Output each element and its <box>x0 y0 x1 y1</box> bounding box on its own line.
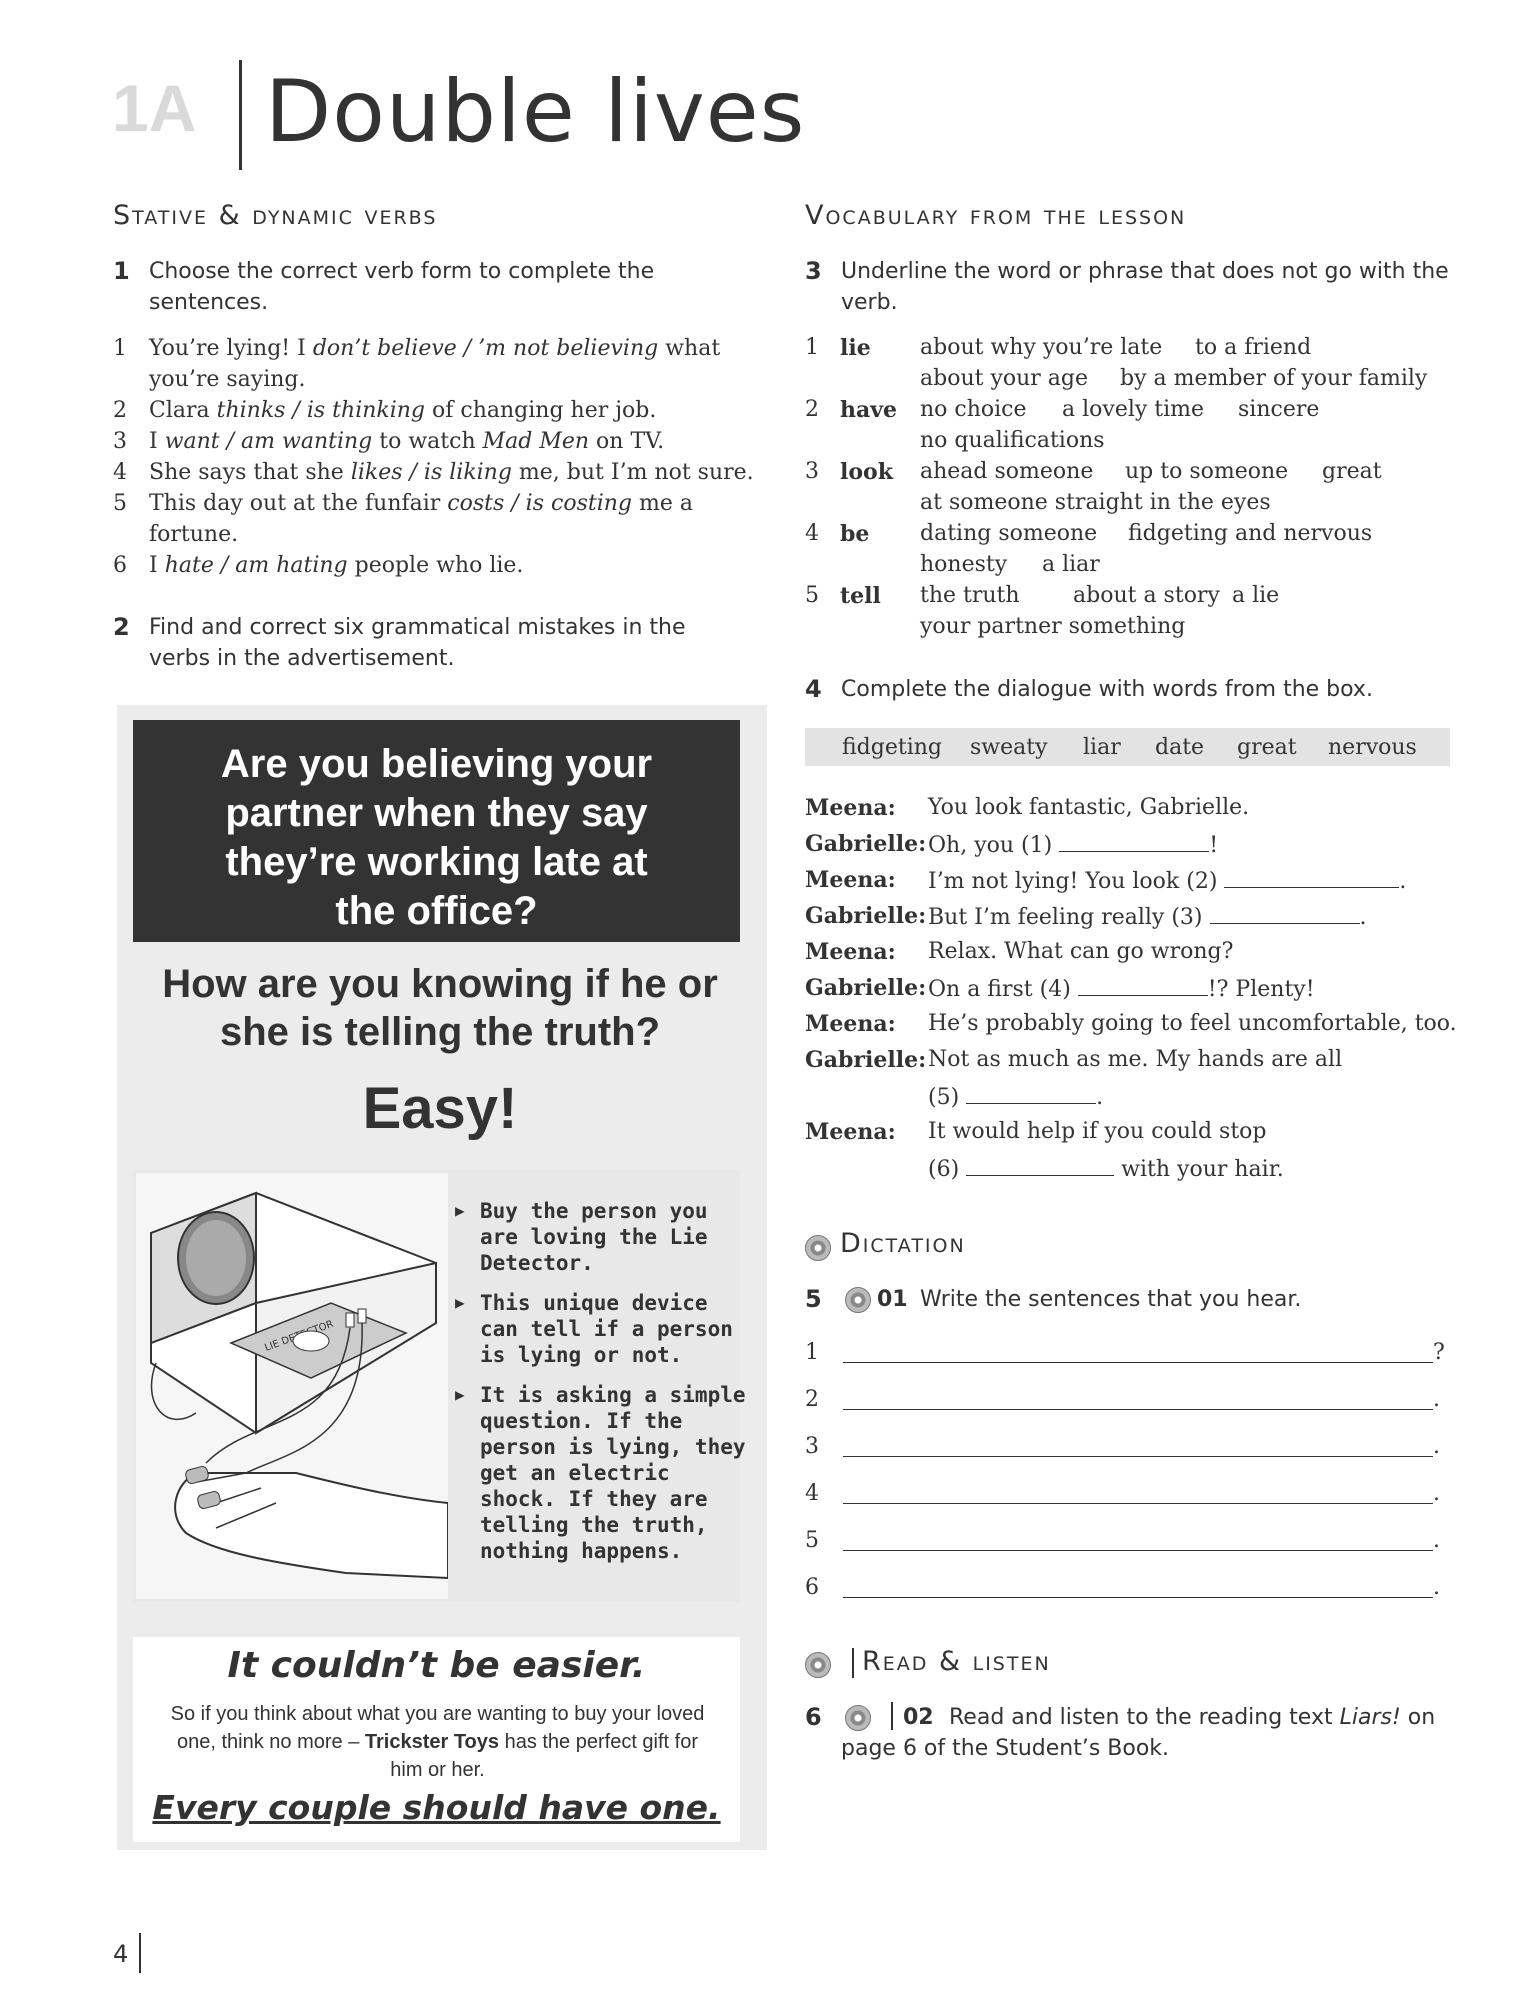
dictation-end: . <box>1433 1434 1440 1459</box>
text-title: Liars! <box>1339 1705 1401 1730</box>
bullet-text: This unique device can tell if a person is lying or not. <box>480 1291 733 1367</box>
option: to a friend <box>1195 335 1312 360</box>
dictation-input[interactable] <box>843 1502 1433 1504</box>
advert-headline: Are you believing your partner when they say they’re working late at the office? <box>220 742 653 933</box>
gap-6-input[interactable] <box>966 1155 1114 1176</box>
dictation-number: 6 <box>805 1575 819 1600</box>
list-item <box>113 488 753 550</box>
option: about your age <box>920 366 1089 391</box>
dictation-input[interactable] <box>843 1596 1433 1598</box>
list-item <box>113 457 773 488</box>
advert-slogan: Every couple should have one. <box>152 1788 721 1827</box>
dictation-number: 2 <box>805 1387 819 1412</box>
exercise-5-text: Write the sentences that you hear. <box>920 1287 1302 1312</box>
row-number: 1 <box>805 335 819 360</box>
instruction-text: Read and listen to the reading text <box>949 1705 1340 1730</box>
dialogue-text: On a first (4) <box>928 977 1078 1002</box>
section-title-vocab: Vocabulary from the lesson <box>805 200 1187 231</box>
gap-3-input[interactable] <box>1210 903 1360 924</box>
advert-body <box>160 1700 715 1784</box>
row-verb: be <box>840 521 870 547</box>
advert-bullet <box>455 1198 745 1278</box>
dialogue-line: Relax. What can go wrong? <box>928 939 1234 964</box>
item-post: to watch <box>372 429 483 454</box>
item-pre: I <box>149 553 165 578</box>
option: a liar <box>1042 552 1100 577</box>
item-number: 5 <box>113 491 127 516</box>
dialogue-line <box>928 867 1406 894</box>
speaker-name: Meena: <box>805 939 896 965</box>
cd-icon <box>805 1235 831 1261</box>
icon-divider <box>852 1648 854 1678</box>
speaker-name: Gabrielle: <box>805 1047 927 1073</box>
lie-detector-icon <box>136 1173 448 1599</box>
section-title-stative: Stative & dynamic verbs <box>113 200 438 231</box>
row-verb: look <box>840 459 893 485</box>
item-post: of changing her job. <box>425 398 657 423</box>
option: up to someone <box>1125 459 1289 484</box>
item-title: Mad Men <box>482 429 590 454</box>
advert-brand: Trickster Toys <box>364 1731 500 1753</box>
cd-icon <box>845 1287 871 1313</box>
exercise-1-number: 1 <box>113 257 130 285</box>
dictation-end: . <box>1433 1387 1440 1412</box>
dictation-end: . <box>1433 1481 1440 1506</box>
bullet-text: It is asking a simple question. If the person is lying, they get an electric shock. If they are telling the truth, nothing happens. <box>480 1383 746 1563</box>
option: the truth <box>920 583 1020 608</box>
dialogue-line <box>928 1083 1103 1110</box>
item-pre: She says that she <box>149 460 351 485</box>
exercise-1-instruction <box>113 256 753 318</box>
word-box-item: great <box>1237 735 1297 760</box>
word-box-item: nervous <box>1328 735 1417 760</box>
item-options: hate / am hating <box>164 553 348 578</box>
row-number: 3 <box>805 459 819 484</box>
item-options: likes / is liking <box>350 460 512 485</box>
row-verb: have <box>840 397 898 423</box>
list-item <box>113 333 753 395</box>
item-pre: I <box>149 429 165 454</box>
item-pre: You’re lying! I <box>149 336 313 361</box>
dialogue-text: (5) <box>928 1085 967 1110</box>
gap-2-input[interactable] <box>1224 867 1399 888</box>
dialogue-line: It would help if you could stop <box>928 1119 1267 1144</box>
option: a lovely time <box>1062 397 1205 422</box>
speaker-name: Gabrielle: <box>805 903 927 929</box>
item-number: 1 <box>113 336 127 361</box>
word-box-item: fidgeting <box>842 735 942 760</box>
triangle-icon: ▶ <box>455 1385 465 1404</box>
option: a lie <box>1232 583 1280 608</box>
exercise-6-text <box>841 1702 1441 1764</box>
list-item <box>113 426 753 457</box>
dialogue-line: Not as much as me. My hands are all <box>928 1047 1343 1072</box>
option: at someone straight in the eyes <box>920 490 1271 515</box>
speaker-name: Gabrielle: <box>805 975 927 1001</box>
unit-label: 1A <box>112 71 197 145</box>
bullet-text: Buy the person you are loving the Lie Detector. <box>480 1199 708 1275</box>
item-options: don’t believe / ’m not believing <box>312 336 659 361</box>
page-title: Double lives <box>265 62 806 162</box>
item-text <box>149 488 719 550</box>
advert-bullet <box>455 1290 745 1370</box>
speaker-name: Gabrielle: <box>805 831 927 857</box>
exercise-4-number: 4 <box>805 675 822 703</box>
item-text <box>149 395 749 426</box>
item-post: people who lie. <box>347 553 524 578</box>
section-title-dictation: Dictation <box>840 1228 966 1259</box>
device-label: LIE <box>263 1338 281 1354</box>
dictation-end: ? <box>1433 1340 1445 1365</box>
dialogue-line <box>928 903 1367 930</box>
dialogue-end: . <box>1359 905 1367 930</box>
item-number: 4 <box>113 460 127 485</box>
exercise-5-instruction <box>805 1284 1455 1315</box>
option: sincere <box>1238 397 1320 422</box>
dialogue-line: He’s probably going to feel uncomfortable, too. <box>928 1011 1457 1036</box>
speaker-name: Meena: <box>805 867 896 893</box>
dictation-input[interactable] <box>843 1361 1433 1363</box>
option: dating someone <box>920 521 1098 546</box>
dictation-number: 3 <box>805 1434 819 1459</box>
exercise-4-instruction <box>805 674 1455 705</box>
option: honesty <box>920 552 1008 577</box>
row-verb: tell <box>840 583 881 609</box>
triangle-icon: ▶ <box>455 1293 465 1312</box>
option: ahead someone <box>920 459 1094 484</box>
page-number: 4 <box>113 1940 129 1968</box>
exercise-1-text: Choose the correct verb form to complete the sentences. <box>149 259 655 315</box>
speaker-name: Meena: <box>805 795 896 821</box>
section-title-read-listen: Read & listen <box>862 1646 1051 1677</box>
row-number: 4 <box>805 521 819 546</box>
item-options: want / am wanting <box>164 429 373 454</box>
exercise-2-number: 2 <box>113 613 130 641</box>
item-number: 3 <box>113 429 127 454</box>
dictation-input[interactable] <box>843 1408 1433 1410</box>
speaker-name: Meena: <box>805 1011 896 1037</box>
row-verb: lie <box>840 335 871 361</box>
advert-bullet <box>455 1382 746 1563</box>
option: fidgeting and nervous <box>1128 521 1373 546</box>
speaker-name: Meena: <box>805 1119 896 1145</box>
dictation-end: . <box>1433 1575 1440 1600</box>
item-post: me a fortune. <box>149 491 693 547</box>
track-number: 02 <box>903 1705 934 1730</box>
item-text <box>149 550 749 581</box>
word-box-item: date <box>1155 735 1205 760</box>
exercise-4-text: Complete the dialogue with words from the box. <box>841 677 1373 702</box>
advert-easier: It couldn’t be easier. <box>227 1645 646 1686</box>
dialogue-text: Oh, you (1) <box>928 833 1060 858</box>
dialogue-end: ! <box>1209 833 1219 858</box>
dialogue-line <box>928 1155 1284 1182</box>
instruction-text: on page 6 of the Student’s Book. <box>841 1705 1436 1761</box>
title-divider <box>239 60 242 170</box>
item-post: me, but I’m not sure. <box>511 460 754 485</box>
dialogue-end: . <box>1399 869 1407 894</box>
exercise-6-number: 6 <box>805 1703 822 1731</box>
cd-book-icon <box>805 1652 831 1678</box>
item-pre: This day out at the funfair <box>149 491 448 516</box>
option: about why you’re late <box>920 335 1163 360</box>
dialogue-line <box>928 975 1315 1002</box>
option: no choice <box>920 397 1027 422</box>
track-number: 01 <box>877 1287 908 1312</box>
dialogue-end: . <box>1096 1085 1104 1110</box>
list-item <box>113 550 753 581</box>
dialogue-text: (6) <box>928 1157 967 1182</box>
item-post: what you’re saying. <box>149 336 721 392</box>
dictation-number: 5 <box>805 1528 819 1553</box>
exercise-5-number: 5 <box>805 1285 822 1313</box>
dictation-input[interactable] <box>843 1549 1433 1551</box>
advert-body-text: has the perfect gift for him or her. <box>390 1731 699 1781</box>
exercise-3-number: 3 <box>805 257 822 285</box>
item-options: thinks / is thinking <box>216 398 426 423</box>
dialogue-line: You look fantastic, Gabrielle. <box>928 795 1250 820</box>
gap-1-input[interactable] <box>1059 831 1209 852</box>
gap-5-input[interactable] <box>966 1083 1096 1104</box>
item-options: costs / is costing <box>447 491 632 516</box>
item-text <box>149 426 749 457</box>
dialogue-text: I’m not lying! You look (2) <box>928 869 1225 894</box>
item-number: 2 <box>113 398 127 423</box>
dialogue-text: But I’m feeling really (3) <box>928 905 1210 930</box>
item-pre: Clara <box>149 398 217 423</box>
exercise-2-instruction <box>113 612 753 674</box>
advert-body-text: So if you think about what you are wanting to buy your loved one, think no more – <box>170 1703 705 1753</box>
dictation-number: 1 <box>805 1340 819 1365</box>
word-box-item: liar <box>1083 735 1121 760</box>
option: about a story <box>1073 583 1220 608</box>
page-number-divider <box>139 1933 141 1973</box>
item-post: on TV. <box>589 429 665 454</box>
list-item <box>113 395 753 426</box>
row-number: 2 <box>805 397 819 422</box>
option: no qualifications <box>920 428 1105 453</box>
option: by a member of your family <box>1120 366 1428 391</box>
gap-4-input[interactable] <box>1078 975 1208 996</box>
advert-question: How are you knowing if he or she is telling the truth? <box>162 962 718 1054</box>
dictation-number: 4 <box>805 1481 819 1506</box>
item-text <box>149 457 773 488</box>
dialogue-end: !? Plenty! <box>1207 977 1315 1002</box>
item-number: 6 <box>113 553 127 578</box>
lie-detector-illustration <box>136 1173 448 1599</box>
exercise-3-text: Underline the word or phrase that does not go with the verb. <box>841 259 1449 315</box>
option: great <box>1322 459 1382 484</box>
dictation-end: . <box>1433 1528 1440 1553</box>
row-number: 5 <box>805 583 819 608</box>
dictation-input[interactable] <box>843 1455 1433 1457</box>
triangle-icon: ▶ <box>455 1201 465 1220</box>
word-box-item: sweaty <box>970 735 1048 760</box>
dialogue-line <box>928 831 1218 858</box>
advert-easy: Easy! <box>362 1076 518 1141</box>
item-text <box>149 333 749 395</box>
exercise-3-instruction <box>805 256 1455 318</box>
exercise-6-instruction <box>805 1702 1455 1764</box>
option: your partner something <box>920 614 1186 639</box>
exercise-2-text: Find and correct six grammatical mistakes in the verbs in the advertisement. <box>149 615 686 671</box>
dialogue-end: with your hair. <box>1114 1157 1284 1182</box>
